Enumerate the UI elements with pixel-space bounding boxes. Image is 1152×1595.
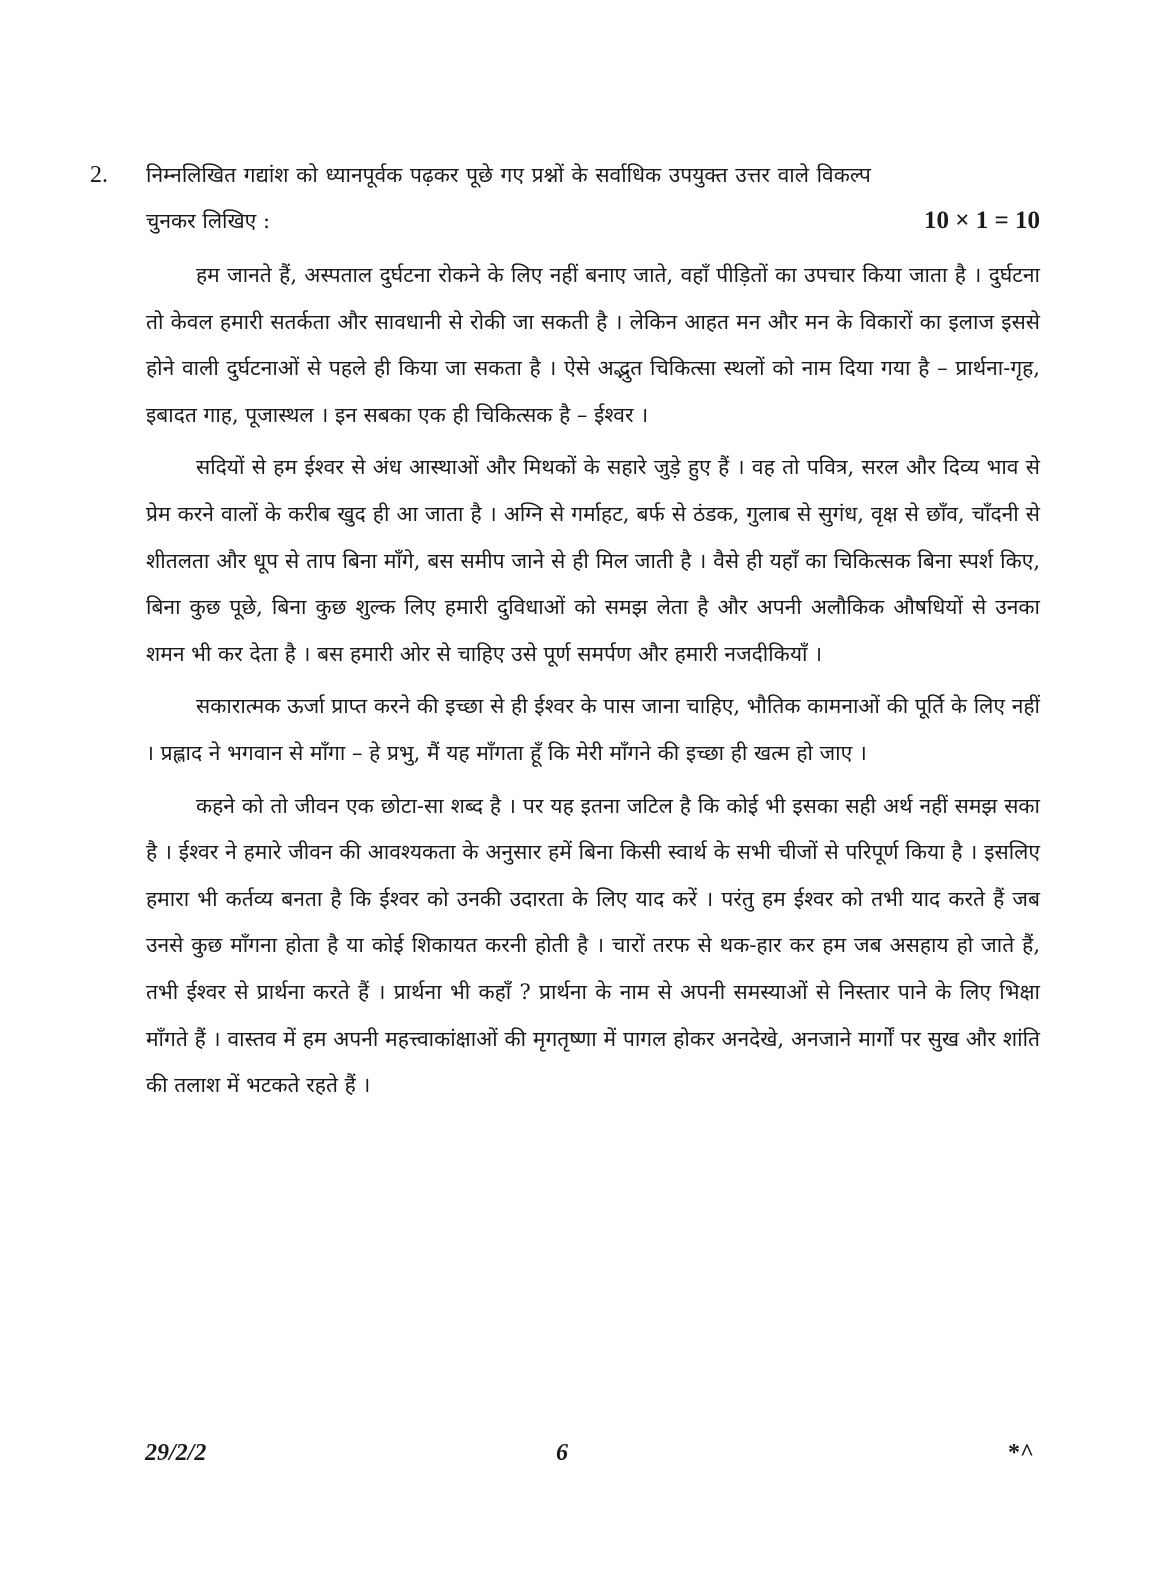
- page-number: 6: [556, 1440, 568, 1466]
- question-number: 2.: [90, 162, 108, 188]
- paper-code: 29/2/2: [145, 1440, 207, 1466]
- instruction-text-continued: चुनकर लिखिए :: [146, 209, 271, 233]
- instruction-line-2: [146, 198, 1040, 244]
- question-body: [146, 152, 1040, 1115]
- passage: [146, 252, 1040, 1109]
- passage-paragraph-2: सदियों से हम ईश्वर से अंध आस्थाओं और मिथकों के सहारे जुड़े हुए हैं । वह तो पवित्र, सरल और दिव्य भाव से प्रेम करने वालों के करीब खुद ही आ जाता है । अग्नि से गर्माहट, बर्फ से ठंडक, गुलाब से सुगंध, वृक्ष से छाँव, चाँदनी से शीतलता और धूप से ताप बिना माँगे, बस समीप जाने से ही मिल जाती है । वैसे ही यहाँ का चिकित्सक बिना स्पर्श किए, बिना कुछ पूछे, बिना कुछ शुल्क लिए हमारी दुविधाओं को समझ लेता है और अपनी अलौकिक औषधियों से उनका शमन भी कर देता है । बस हमारी ओर से चाहिए उसे पूर्ण समर्पण और हमारी नजदीकियाँ ।: [146, 455, 1040, 666]
- marks-allotment: 10 × 1 = 10: [924, 207, 1040, 234]
- passage-paragraph-3: सकारात्मक ऊर्जा प्राप्त करने की इच्छा से ही ईश्वर के पास जाना चाहिए, भौतिक कामनाओं की पूर्ति के लिए नहीं । प्रह्लाद ने भगवान से माँगा – हे प्रभु, मैं यह माँगता हूँ कि मेरी माँगने की इच्छा ही खत्म हो जाए ।: [146, 694, 1040, 765]
- instruction-text: निम्नलिखित गद्यांश को ध्यानपूर्वक पढ़कर पूछे गए प्रश्नों के सर्वाधिक उपयुक्त उत्तर वाले विकल्प: [146, 163, 871, 187]
- page-footer: [0, 1440, 1152, 1480]
- passage-paragraph-4: कहने को तो जीवन एक छोटा-सा शब्द है । पर यह इतना जटिल है कि कोई भी इसका सही अर्थ नहीं समझ सका है । ईश्वर ने हमारे जीवन की आवश्यकता के अनुसार हमें बिना किसी स्वार्थ के सभी चीजों से परिपूर्ण किया है । इसलिए हमारा भी कर्तव्य बनता है कि ईश्वर को उनकी उदारता के लिए याद करें । परंतु हम ईश्वर को तभी याद करते हैं जब उनसे कुछ माँगना होता है या कोई शिकायत करनी होती है । चारों तरफ से थक-हार कर हम जब असहाय हो जाते हैं, तभी ईश्वर से प्रार्थना करते हैं । प्रार्थना भी कहाँ ? प्रार्थना के नाम से अपनी समस्याओं से निस्तार पाने के लिए भिक्षा माँगते हैं । वास्तव में हम अपनी महत्त्वाकांक्षाओं की मृगतृष्णा में पागल होकर अनदेखे, अनजाने मार्गों पर सुख और शांति की तलाश में भटकते रहते हैं ।: [146, 793, 1040, 1098]
- footer-mark: *^: [1008, 1440, 1034, 1466]
- passage-paragraph-1: हम जानते हैं, अस्पताल दुर्घटना रोकने के लिए नहीं बनाए जाते, वहाँ पीड़ितों का उपचार किया जाता है । दुर्घटना तो केवल हमारी सतर्कता और सावधानी से रोकी जा सकती है । लेकिन आहत मन और मन के विकारों का इलाज इससे होने वाली दुर्घटनाओं से पहले ही किया जा सकता है । ऐसे अद्भुत चिकित्सा स्थलों को नाम दिया गया है – प्रार्थना-गृह, इबादत गाह, पूजास्थल । इन सबका एक ही चिकित्सक है – ईश्वर ।: [146, 263, 1040, 427]
